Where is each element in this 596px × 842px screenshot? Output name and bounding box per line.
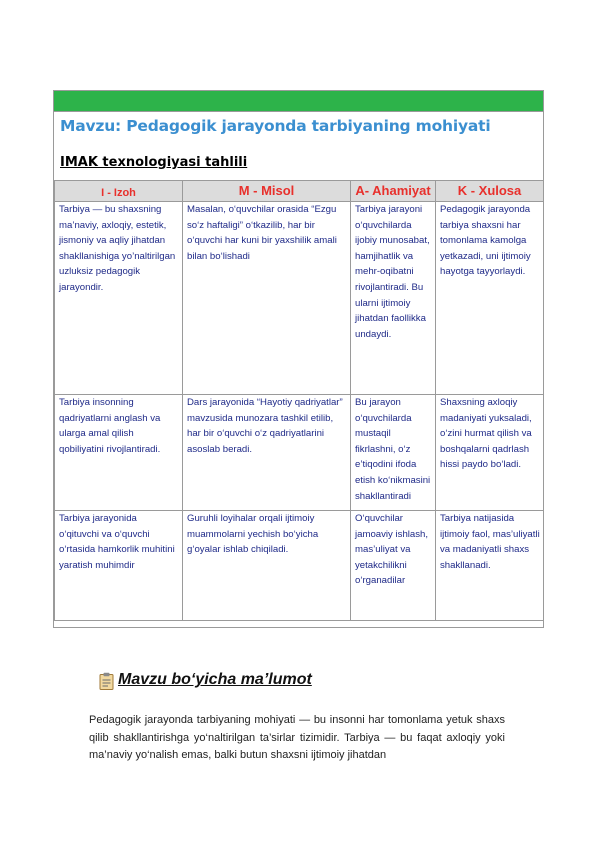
table-row [55,395,544,511]
table-subtitle: IMAK texnologiyasi tahlili [60,155,248,170]
header-ahamiyat: A- Ahamiyat [351,181,436,202]
topic-frame [53,90,544,628]
table-cell: Tarbiya natijasida ijtimoiy faol, mas’uliyatli va madaniyatli shaxs shakllanadi. [436,511,544,621]
table-cell: O‘quvchilar jamoaviy ishlash, mas’uliyat va yetakchilikni o‘rganadilar [351,511,436,621]
table-row [55,202,544,395]
table-row [55,511,544,621]
clipboard-icon [99,672,114,690]
body-paragraph: Pedagogik jarayonda tarbiyaning mohiyati — bu insonni har tomonlama yetuk shaxs qilib shakllantirishga yo‘naltirilgan ta’sirlar tizimidir. Tarbiya — bu faqat axloqiy yoki ma’naviy yo‘nalish emas, balki butun shaxsni ijtimoiy jihatdan [89,714,505,761]
header-izoh: I - Izoh [55,181,183,202]
header-misol: M - Misol [183,181,351,202]
table-header-row [55,181,544,202]
table-cell: Dars jarayonida “Hayotiy qadriyatlar” mavzusida munozara tashkil etilib, har bir o‘quvchi o‘z qadriyatlarini asoslab beradi. [183,395,351,511]
section-heading [99,671,312,689]
header-bar [54,91,543,112]
section-heading-text: Mavzu bo‘yicha ma’lumot [118,671,312,688]
table-cell: Masalan, o‘quvchilar orasida “Ezgu so‘z haftaligi” o‘tkazilib, har bir o‘quvchi har kuni bir yaxshilik amali bilan bo‘lishadi [183,202,351,395]
table-cell: Tarbiya — bu shaxsning ma’naviy, axloqiy, estetik, jismoniy va aqliy jihatdan shakllanishiga yo’naltirilgan uzluksiz pedagogik jarayondir. [55,202,183,395]
table-cell: Tarbiya jarayonida o‘qituvchi va o‘quvchi o‘rtasida hamkorlik muhitini yaratish muhimdir [55,511,183,621]
header-xulosa: K - Xulosa [436,181,544,202]
table-cell: Tarbiya insonning qadriyatlarni anglash va ularga amal qilish qobiliyatini rivojlantiradi. [55,395,183,511]
table-cell: Pedagogik jarayonda tarbiya shaxsni har tomonlama kamolga yetkazadi, uni ijtimoiy hayotga tayyorlaydi. [436,202,544,395]
table-cell: Shaxsning axloqiy madaniyati yuksaladi, o‘zini hurmat qilish va boshqalarni qadrlash hissi paydo bo‘ladi. [436,395,544,511]
page-title: Mavzu: Pedagogik jarayonda tarbiyaning mohiyati [60,117,491,135]
table-cell: Guruhli loyihalar orqali ijtimoiy muammolarni yechish bo‘yicha g‘oyalar ishlab chiqiladi. [183,511,351,621]
table-cell: Bu jarayon o‘quvchilarda mustaqil fikrlashni, o‘z e’tiqodini ifoda etish ko‘nikmasini shakllantiradi [351,395,436,511]
table-cell: Tarbiya jarayoni o‘quvchilarda ijobiy munosabat, hamjihatlik va mehr-oqibatni rivojlantiradi. Bu ularni ijtimoiy jihatdan faollikka undaydi. [351,202,436,395]
imak-table [54,180,544,621]
